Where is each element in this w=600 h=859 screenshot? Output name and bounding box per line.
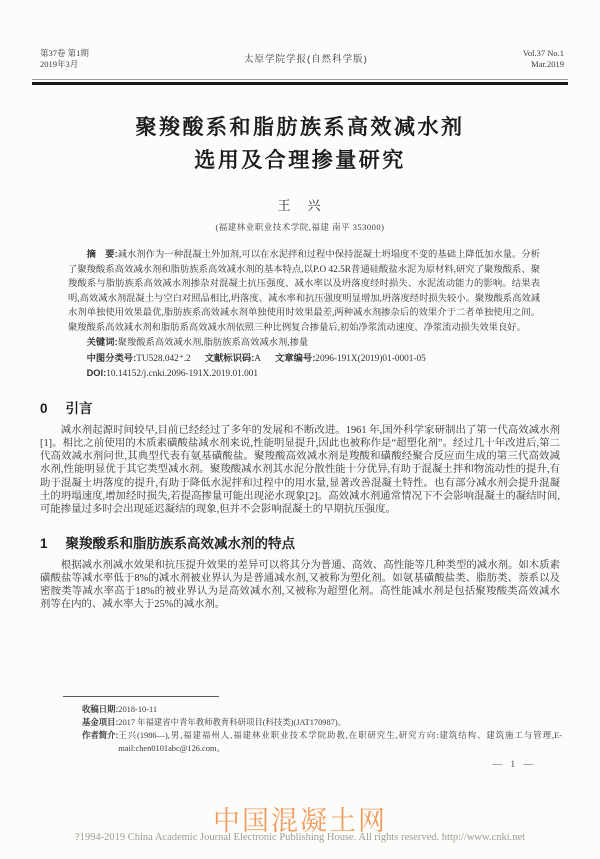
abstract-paragraph	[68, 247, 540, 335]
received-value: 2018-10-11	[118, 705, 158, 714]
article-id-label: 文章编号:	[275, 352, 316, 363]
clc-label: 中图分类号:	[86, 352, 137, 363]
keywords-text: 聚羧酸系高效减水剂,脂肪族系高效减水剂,掺量	[117, 338, 309, 348]
issue-date-cn: 2019年3月	[40, 59, 79, 69]
received-label: 收稿日期:	[82, 704, 119, 714]
paper-title-line2: 选用及合理掺量研究	[194, 149, 406, 172]
fund-label: 基金项目:	[82, 717, 119, 727]
doi-value: 10.14152/j.cnki.2096-191X.2019.01.001	[106, 369, 259, 379]
doi-line	[68, 366, 540, 382]
cnki-watermark: 中国混凝土网	[213, 806, 387, 836]
fund-value: 2017 年福建省中青年教师教育科研项目(科技类)(JAT170987)。	[118, 718, 347, 727]
clc-line	[68, 351, 540, 367]
paper-title-line1: 聚羧酸系和脂肪族系高效减水剂	[135, 116, 465, 139]
clc-value: TU528.042⁺.2	[136, 353, 191, 364]
header-vol-info	[523, 48, 564, 70]
journal-name: 太原学院学报(自然科学版)	[243, 53, 368, 65]
footnote-fund	[82, 716, 562, 729]
header-issue-info	[40, 48, 89, 70]
journal-header	[40, 48, 564, 70]
doi-label: DOI:	[86, 368, 107, 378]
abstract-label: 摘 要:	[86, 249, 118, 259]
footnote-bio	[82, 729, 562, 755]
section-1-paragraph: 根据减水剂减水效果和抗压提升效果的差异可以将其分为普通、高效、高性能等几种类型的减水剂。如木质素磺酸盐等减水率低于8%的减水剂被业界认为是普通减水剂,又被称为塑化剂。如氨基磺酸盐类、脂肪类、萘系以及密胺类等减水率高于18%的被业界认为是高效减水剂,又被称为超塑化剂。高性能减水剂是包括聚羧酸类高效减水剂等在内的、减水率大于25%的减水剂。	[40, 559, 560, 611]
header-rule-thick	[32, 82, 568, 85]
section-title: 聚羧酸系和脂肪族系高效减水剂的特点	[65, 535, 296, 551]
author-name: 王 兴	[277, 198, 323, 213]
paper-title	[0, 111, 600, 177]
clc-pair	[87, 354, 191, 364]
section-title: 引言	[65, 400, 93, 416]
section-number: 1	[40, 535, 48, 551]
vol-no-en: Vol.37 No.1	[522, 48, 564, 58]
article-body	[40, 397, 560, 612]
bio-value: 王兴(1986—),男,福建福州人,福建林业职业技术学院助教,在职研究生,研究方向:建筑结构、建筑施工与管理,E-mail:chen0101abc@126.com。	[118, 731, 562, 753]
footnote-received	[82, 703, 562, 716]
doc-code-pair	[205, 354, 261, 364]
keywords-label: 关键词:	[86, 337, 118, 347]
section-heading-0	[40, 397, 560, 417]
doc-code-label: 文献标识码:	[204, 352, 255, 363]
footnote-divider	[63, 696, 219, 697]
abstract-block	[68, 247, 540, 382]
section-number: 0	[40, 400, 48, 416]
abstract-text: 减水剂作为一种混凝土外加剂,可以在水泥拌和过程中保持混凝土坍塌度不变的基础上降低加水量。分析了聚羧酸系高效减水剂和脂肪族系高效减水剂的基本特点,以P.O 42.5R普通硅酸盐水泥为原材料,研究了聚羧酸系、聚羧酸系与脂肪族系高效减水剂掺杂对混凝土抗压强度、减水率以及坍落度经时损失、水泥流动能力的影响。结果表明,高效减水剂混凝土与空白对照品相比,坍落度、减水率和抗压强度明显增加,坍落度经时损失较小。聚羧酸系高效减水剂单独使用效果最优,脂肪族系高效减水剂单独使用时效果最差,两种减水剂掺杂后的效果介于二者单独使用之间。聚羧酸系高效减水剂和脂肪系高效减水剂依照三种比例复合掺量后,初始净浆流动速度、净浆流动损失效果良好。	[68, 250, 540, 333]
bio-label: 作者简介:	[82, 730, 119, 740]
article-id-pair	[275, 354, 426, 364]
article-id-value: 2096-191X(2019)01-0001-05	[315, 353, 426, 364]
issue-date-en: Mar.2019	[531, 59, 564, 69]
copyright-line: ?1994-2019 China Academic Journal Electronic Publishing House. All rights reserved. http://www.cnki.net	[74, 832, 526, 843]
doc-code-value: A	[254, 353, 261, 364]
header-rule-thin	[32, 79, 568, 81]
keywords-line	[68, 335, 540, 351]
section-0-paragraph: 减水剂起源时间较早,目前已经经过了多年的发展和不断改进。1961 年,国外科学家研制出了第一代高效减水剂[1]。相比之前使用的木质素磺酸盐减水剂来说,性能明显提升,因此也被称作是“超塑化剂”。经过几十年改进后,第二代高效减水剂问世,其典型代表有氨基磺酸盐。聚羧酸高效减水剂是羧酸和磺酸经聚合反应而生成的第三代高效减水剂,性能明显优于其它类型减水剂。聚羧酸减水剂其水泥分散性能十分优异,有助于混凝土拌和物流动性的提升,有助于混凝土坍落度的提升,有助于降低水泥拌和过程中的用水量,显著改善混凝土特性。也有部分减水剂会提升混凝土的坍塌速度,增加经时损失,若提高掺量可能出现泌水现象[2]。高效减水剂通常情况下不会影响混凝土的凝结时间,可能掺量过多时会出现延迟凝结的现象,但并不会影响混凝土的早期抗压强度。	[40, 424, 560, 516]
author-affiliation: (福建林业职业技术学院,福建 南平 353000)	[215, 222, 385, 232]
footnote-block	[82, 703, 562, 755]
page-number: — 1 —	[492, 760, 536, 770]
section-heading-1	[40, 532, 560, 552]
volume-issue: 第37卷 第1期	[40, 48, 89, 58]
